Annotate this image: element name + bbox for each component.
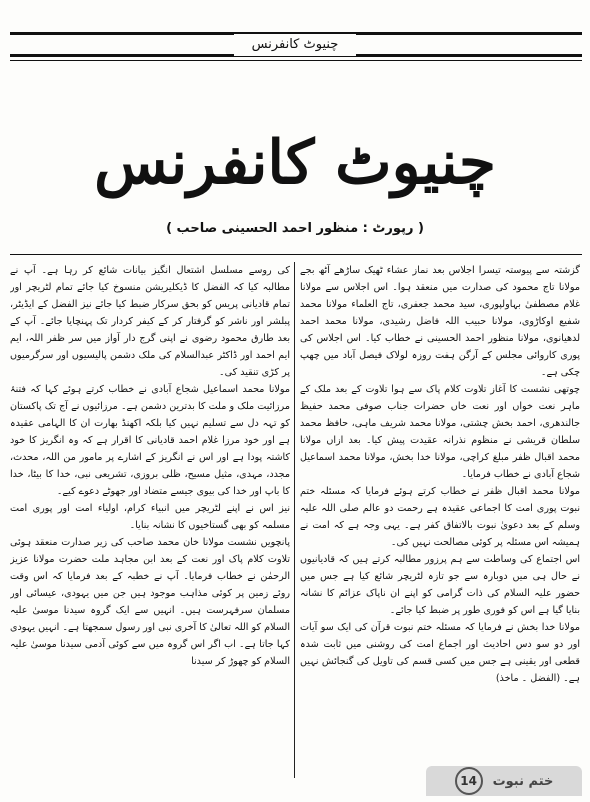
article-byline: ( رپورٹ : منظور احمد الحسینی صاحب ) <box>166 221 424 236</box>
paragraph: مولانا محمد اسماعیل شجاع آبادی نے خطاب کرتے ہوئے کہا کہ فتنۂ مرزائیت ملک و ملت کا بدترین دشمن ہے۔ مرزائیوں نے آج تک پاکستان کو تہہ دل سے تسلیم نہیں کیا بلکہ اکھنڈ بھارت ان کا الہامی عقیدہ ہے اور خود مرزا غلام احمد قادیانی کا اقرار ہے کہ وہ انگریز کا خود کاشتہ پودا ہے اور اس نے انگریز کے اشارے پر مامور من اللہ، محدث، مجدد، مہدی، مثیل مسیح، ظلی بروزی، تشریعی نبی، خدا کا بیٹا، خدا کا باپ اور خدا کی بیوی جیسے متضاد اور جھوٹے دعوے کیے۔ <box>10 384 290 497</box>
column-divider <box>294 262 295 778</box>
footer-badge <box>426 766 582 796</box>
article-column-left <box>10 262 290 770</box>
article-column-right <box>300 262 580 770</box>
magazine-name: ختم نبوت <box>492 773 554 789</box>
article-title: چنیوٹ کانفرنس <box>94 128 496 198</box>
header-rule-thin <box>10 60 582 61</box>
page-number: 14 <box>455 767 483 795</box>
paragraph: اس اجتماع کی وساطت سے ہم پرزور مطالبہ کرتے ہیں کہ قادیانیوں نے حال ہی میں دوبارہ سے جو تازہ لٹریچر شائع کیا ہے جس میں حضور علیہ السلام کی ذات گرامی کو اپنے ان ناپاک عزائم کا نشانہ بنایا گیا ہے اس کو فوری طور پر ضبط کیا جائے۔ <box>300 554 580 616</box>
paragraph: نیز اس نے اپنے لٹریچر میں انبیاء کرام، اولیاء امت اور پوری امت مسلمہ کو بھی گستاخیوں کا نشانہ بنایا۔ <box>10 503 290 531</box>
paragraph: مولانا خدا بخش نے فرمایا کہ مسئلہ ختم نبوت قرآن کی ایک سو آیات اور دو سو دس احادیث اور اجماع امت کی روشنی میں ثابت شدہ قطعی اور یقینی ہے جس میں کسی قسم کی تاویل کی گنجائش نہیں ہے۔ (الفضل ۔ ماخذ) <box>300 622 580 684</box>
paragraph: چوتھی نشست کا آغاز تلاوت کلام پاک سے ہوا تلاوت کے بعد ملک کے ماہر نعت خواں اور نعت خاں حضرات جناب صوفی محمد حفیظ جالندھری، احمد بخش چشتی، مولانا محمد شریف ماہی، حافظ محمد سلطان قریشی نے منظوم نذرانہ عقیدت پیش کیا۔ بعد ازاں مولانا محمد اقبال ظفر مبلغ کراچی، مولانا خدا بخش، مولانا محمد اسماعیل شجاع آبادی نے خطاب فرمایا۔ <box>300 384 580 480</box>
paragraph: گزشتہ سے پیوستہ تیسرا اجلاس بعد نماز عشاء ٹھیک ساڑھے آٹھ بجے مولانا تاج محمود کی صدارت میں منعقد ہوا۔ اس اجلاس سے مولانا غلام مصطفیٰ بہاولپوری، سید محمد جعفری، تاج العلماء مولانا محمد شفیع اوکاڑوی، مولانا حبیب اللہ فاضل رشیدی، مولانا محمد احمد لدھیانوی، مولانا منظور احمد الحسینی نے خطاب کیا۔ اس اجلاس کی پوری کاروائی مجلس کے آرگن ہفت روزہ لولاک فیصل آباد میں چھپ چکی ہے۔ <box>300 265 580 378</box>
paragraph: کی روسے مسلسل اشتعال انگیز بیانات شائع کر رہا ہے۔ آپ نے مطالبہ کیا کہ الفضل کا ڈیکلیریشن منسوخ کیا جائے تمام لٹریچر اور تمام قادیانی پریس کو بحق سرکار ضبط کیا جائے نیز الفضل کے ایڈیٹر، پبلشر اور ناشر کو گرفتار کر کے کیفر کردار تک پہنچایا جائے۔ آپ کے بعد طارق محمود رضوی نے اپنی گرج دار آواز میں سر ظفر اللہ، ایم ایم احمد اور ڈاکٹر عبدالسلام کی ملک دشمن پالیسیوں اور سرگرمیوں پر کڑی تنقید کی۔ <box>10 265 290 378</box>
paragraph: پانچویں نشست مولانا خان محمد صاحب کی زیر صدارت منعقد ہوئی تلاوت کلام پاک اور نعت کے بعد ابن مجاہد ملت حضرت مولانا عزیز الرحمٰن نے خطاب فرمایا۔ آپ نے خطبہ کے بعد فرمایا کہ اس وقت روئے زمین پر کوئی مذاہب موجود ہیں جن میں یہودی، عیسائی اور مسلمان سرفہرست ہیں۔ انہیں سے ایک گروہ سیدنا موسیٰ علیہ السلام کو اللہ تعالیٰ کا آخری نبی اور رسول سمجھتا ہے۔ انہیں یہودی کہا جاتا ہے۔ اب اگر اس گروہ میں سے کوئی آدمی سیدنا موسیٰ علیہ السلام کو چھوڑ کر سیدنا <box>10 537 290 667</box>
paragraph: مولانا محمد اقبال ظفر نے خطاب کرتے ہوئے فرمایا کہ مسئلہ ختم نبوت پوری امت کا اجماعی عقیدہ ہے رحمت دو عالم صلی اللہ علیہ وسلم کے بعد دعویٰ نبوت بالاتفاق کفر ہے۔ یہی وجہ ہے کہ امت نے ہمیشہ اس مسئلہ پر کوئی مصالحت نہیں کی۔ <box>300 486 580 548</box>
running-header: چنیوٹ کانفرنس <box>234 34 356 56</box>
columns-top-rule <box>10 254 582 255</box>
